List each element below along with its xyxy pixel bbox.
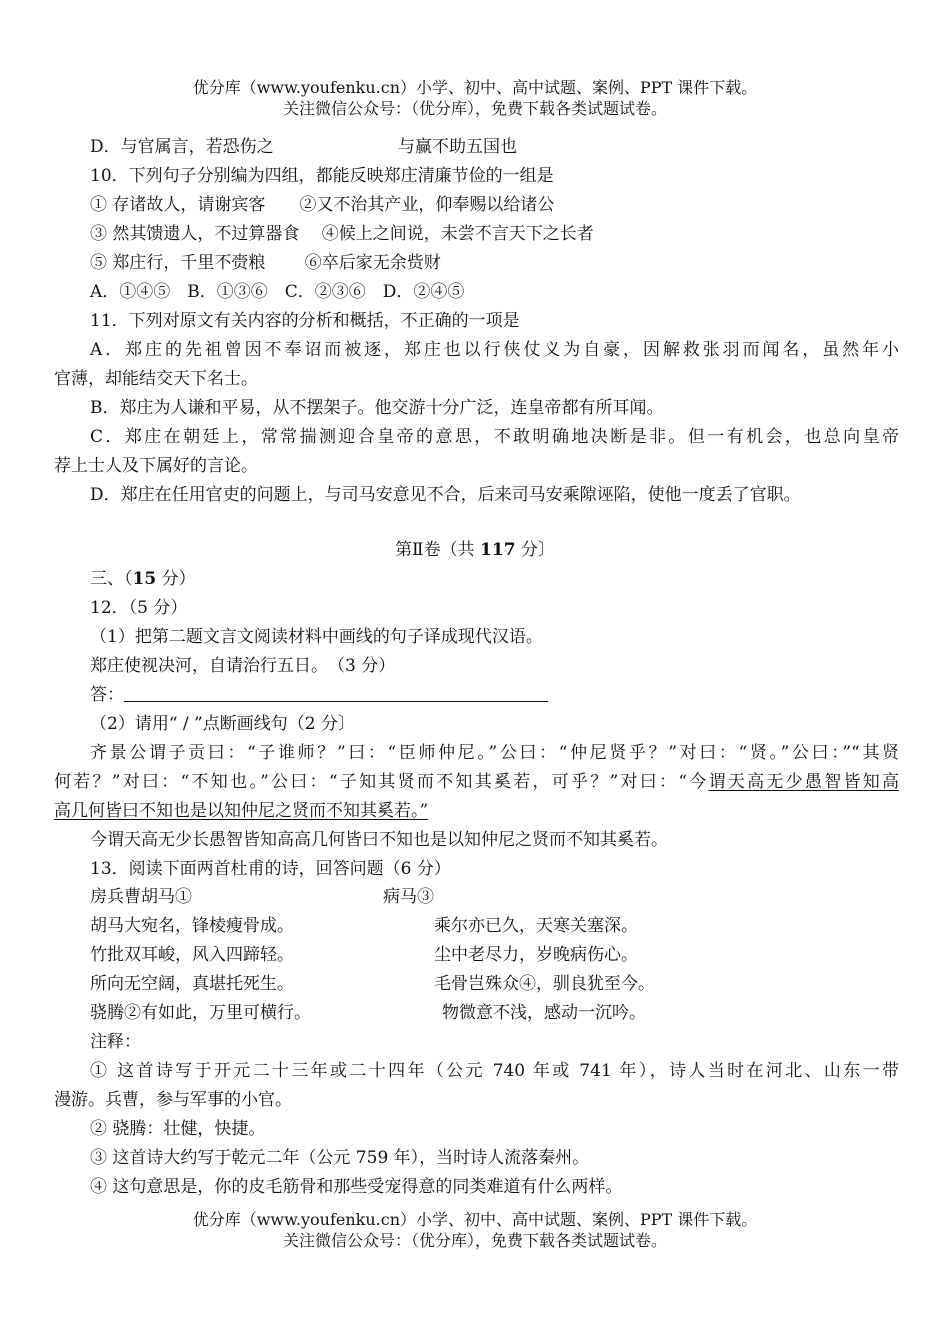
q10-row-3: ⑤ 郑庄行，千里不赍粮 ⑥卒后家无余赀财: [90, 253, 441, 273]
answer-label: 答：: [90, 685, 124, 705]
q11-option-d: D．郑庄在任用官吏的问题上，与司马安意见不合，后来司马安乘隙诬陷，使他一度丢了官职。: [90, 485, 801, 505]
q12-passage-line3: [54, 800, 899, 822]
note-4: ④ 这句意思是，你的皮毛筋骨和那些受宠得意的同类难道有什么两样。: [90, 1177, 623, 1197]
poem2-line-2: 尘中老尽力，岁晚病伤心。: [434, 945, 638, 965]
q11-stem: 11．下列对原文有关内容的分析和概括，不正确的一项是: [90, 311, 520, 331]
part2-total-score: 117: [480, 540, 516, 560]
poem1-line-2: 竹批双耳峻，风入四蹄轻。: [90, 945, 294, 965]
q9-option-d-left: D．与官属言，若恐伤之: [90, 137, 274, 157]
poem-line-2: [90, 944, 899, 966]
poem-line-1: [90, 915, 899, 937]
poem2-line-1: 乘尔亦已久，天寒关塞深。: [434, 916, 638, 936]
note-3: ③ 这首诗大约写于乾元二年（公元 759 年），当时诗人流落秦州。: [90, 1148, 590, 1168]
q10-stem: 10．下列句子分别编为四组，都能反映郑庄清廉节俭的一组是: [90, 166, 554, 186]
q9-option-d-right: 与赢不助五国也: [398, 137, 517, 157]
q9-option-d: [90, 136, 899, 158]
note-2: ② 骁腾：壮健，快捷。: [90, 1119, 266, 1139]
page-footer: [0, 1209, 950, 1251]
q11-option-a-line1: A．郑庄的先祖曾因不奉诏而被逐，郑庄也以行侠仗义为自豪，因解救张羽而闻名，虽然年小: [90, 340, 899, 360]
poem1-line-1: 胡马大宛名，锋棱瘦骨成。: [90, 916, 294, 936]
q11-option-c-line1: C．郑庄在朝廷上，常常揣测迎合皇帝的意思，不敢明确地决断是非。但一有机会，也总向皇帝: [90, 427, 899, 447]
q12-passage-line1: 齐景公谓子贡曰：“子谁师？”曰：“臣师仲尼。”公曰：“仲尼贤乎？”对曰：“贤。”公曰：”“其贤: [90, 743, 899, 763]
q12-passage-line2-text: 何若？”对曰：“不知也。”公曰：“子知其贤而不知其奚若，可乎？”对曰：“今: [54, 772, 709, 792]
section-3-post: 分）: [156, 569, 196, 589]
poem1-title: 房兵曹胡马①: [90, 887, 192, 907]
q12-stem: 12．（5 分）: [90, 598, 188, 618]
q11-option-b: B．郑庄为人谦和平易，从不摆架子。他交游十分广泛，连皇帝都有所耳闻。: [90, 398, 664, 418]
page-header: [0, 77, 950, 119]
poem-line-4: [90, 1002, 899, 1024]
q10-row-1: ① 存诸故人，请谢宾客 ②又不治其产业，仰奉赐以给诸公: [90, 195, 555, 215]
poem1-line-4: 骁腾②有如此，万里可横行。: [90, 1003, 311, 1023]
q11-option-a-line2: 官薄，却能结交天下名士。: [54, 369, 258, 389]
poem-line-3: [90, 973, 899, 995]
q11-option-c-line2: 荐上士人及下属好的言论。: [54, 456, 258, 476]
section-3-score: 15: [132, 569, 157, 589]
poem2-line-4: 物微意不浅，感动一沉吟。: [442, 1003, 646, 1023]
q12-passage-line2: [54, 771, 899, 793]
poem-titles: [90, 886, 899, 908]
footer-line-1: 优分库（www.youfenku.cn）小学、初中、高中试题、案例、PPT 课件下载。: [192, 1210, 758, 1229]
notes-label: 注释：: [90, 1032, 141, 1052]
q12-sub-1: （1）把第二题文言文阅读材料中画线的句子译成现代汉语。: [90, 627, 543, 647]
answer-blank[interactable]: [124, 684, 548, 702]
header-line-2: 关注微信公众号：（优分库），免费下载各类试题试卷。: [282, 99, 667, 118]
poem1-line-3: 所向无空阔，真堪托死生。: [90, 974, 294, 994]
section-3-pre: 三、（: [90, 569, 133, 589]
q12-sentence: 郑庄使视决河，自请治行五日。 （3 分）: [90, 656, 396, 676]
footer-line-2: 关注微信公众号：（优分库），免费下载各类试题试卷。: [282, 1231, 667, 1250]
part2-title: [0, 539, 950, 561]
q12-answer-line: [90, 684, 899, 706]
q13-stem: 13．阅读下面两首杜甫的诗，回答问题（6 分）: [90, 859, 451, 879]
q10-row-2: ③ 然其馈遗人，不过算器食 ④候上之间说，未尝不言天下之长者: [90, 224, 594, 244]
poem2-title: 病马③: [383, 887, 434, 907]
part2-title-post: 分〕: [515, 540, 555, 560]
part2-title-pre: 第Ⅱ卷（共: [395, 540, 481, 560]
section-3-heading: [90, 568, 899, 590]
q12-underlined-end: 高几何皆曰不知也是以知仲尼之贤而不知其奚若。”: [54, 801, 429, 821]
poem2-line-3: 毛骨岂殊众④，驯良犹至今。: [434, 974, 655, 994]
note-1-line2: 漫游。兵曹，参与军事的小官。: [54, 1090, 292, 1110]
header-line-1: 优分库（www.youfenku.cn）小学、初中、高中试题、案例、PPT 课件下载。: [192, 78, 758, 97]
q12-sub-2: （2）请用“ / ”点断画线句（2 分〕: [90, 714, 355, 734]
q12-underlined-start: 谓天高无少愚智皆知高: [708, 772, 899, 792]
q12-repeat-sentence: 今谓天高无少长愚智皆知高高几何皆曰不知也是以知仲尼之贤而不知其奚若。: [90, 830, 668, 850]
note-1-line1: ① 这首诗写于开元二十三年或二十四年（公元 740 年或 741 年），诗人当时在河北、山东一带: [90, 1061, 899, 1081]
q10-choices: A．①④⑤ B．①③⑥ C．②③⑥ D．②④⑤: [90, 282, 465, 302]
